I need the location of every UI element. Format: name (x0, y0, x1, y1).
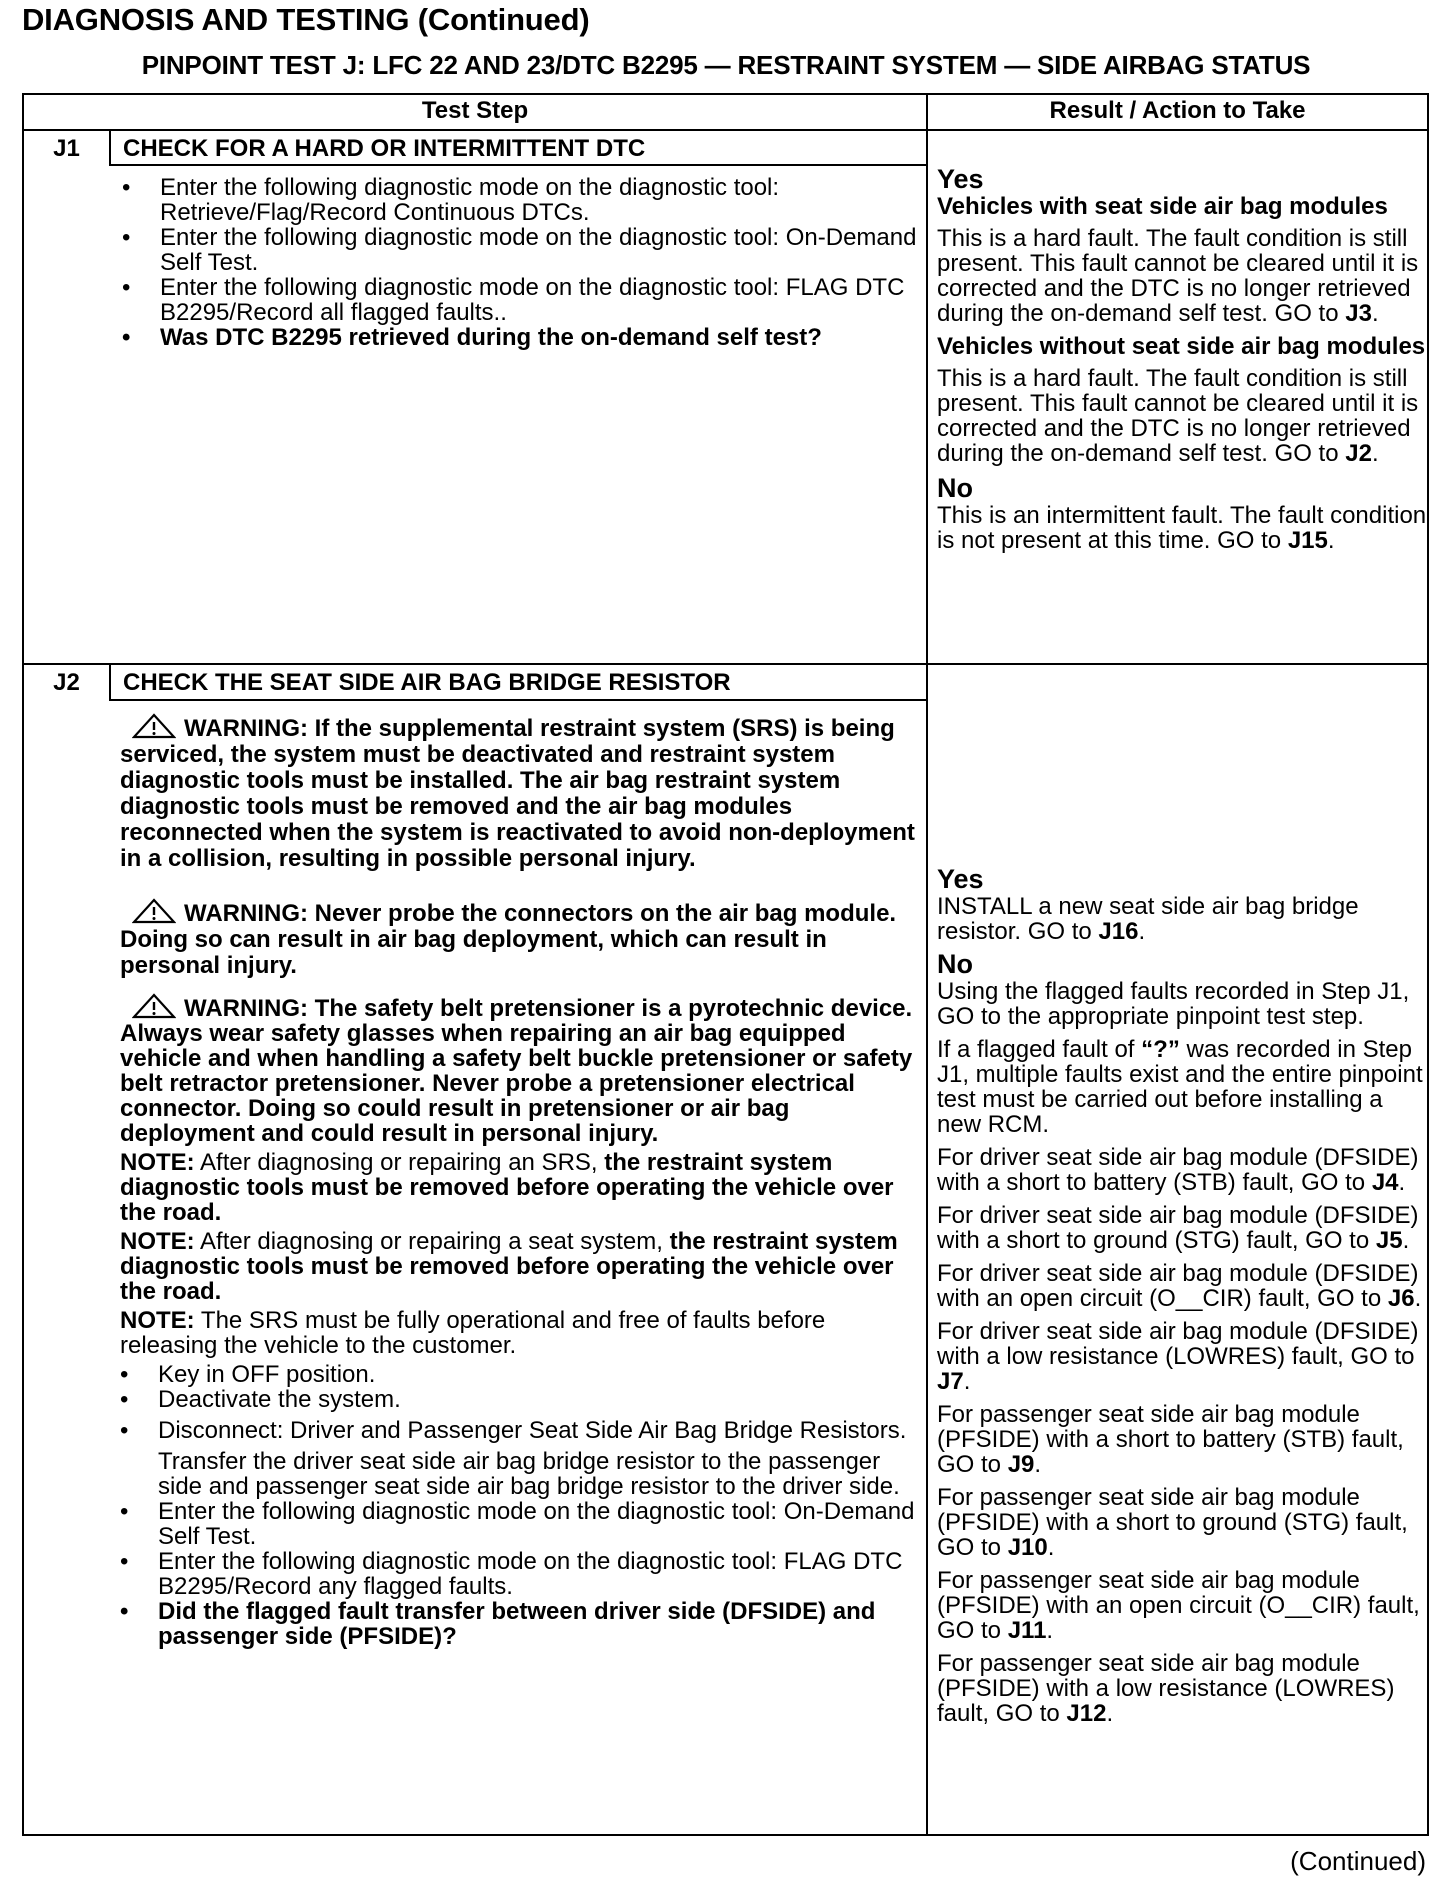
j1-yes-label: Yes (937, 164, 984, 194)
warning-triangle-icon (132, 993, 176, 1019)
j2-step-item: • Deactivate the system. (120, 1387, 920, 1412)
j1-step-number: J1 (53, 135, 80, 162)
j1-step-item: • Enter the following diagnostic mode on the diagnostic tool: Retrieve/Flag/Record Continuous DTCs. (122, 175, 922, 225)
fault-route-item: For driver seat side air bag module (DFSIDE) with an open circuit (O__CIR) fault, GO to J6. (937, 1260, 1422, 1312)
j1-step-item: • Enter the following diagnostic mode on the diagnostic tool: FLAG DTC B2295/Record all flagged faults.. (122, 275, 922, 325)
j2-procedure (120, 713, 920, 1649)
page-title: DIAGNOSIS AND TESTING (Continued) (22, 2, 590, 37)
j1-with-modules-heading: Vehicles with seat side air bag modules (937, 193, 1388, 220)
j2-note-release: NOTE: The SRS must be fully operational and free of faults before releasing the vehicle to the customer. (120, 1307, 826, 1359)
goto-j2: J2 (1345, 440, 1372, 467)
j2-warning-probe: WARNING: Never probe the connectors on the air bag module. Doing so can result in air bag deployment, which can result in personal injury. (120, 900, 897, 979)
fault-route-item: For passenger seat side air bag module (PFSIDE) with an open circuit (O__CIR) fault, GO to J11. (937, 1567, 1420, 1644)
fault-route-item: For passenger seat side air bag module (PFSIDE) with a short to ground (STG) fault, GO to J10. (937, 1484, 1408, 1561)
continued-label: (Continued) (1290, 1846, 1426, 1876)
fault-route-item: For driver seat side air bag module (DFSIDE) with a low resistance (LOWRES) fault, GO to J7. (937, 1318, 1419, 1395)
j2-step-item: • Disconnect: Driver and Passenger Seat Side Air Bag Bridge Resistors. (120, 1418, 920, 1443)
j2-warning-srs: WARNING: If the supplemental restraint system (SRS) is being serviced, the system must be deactivated and restraint system diagnostic tools must be installed. The air bag restraint system diagnostic tools must be removed and the air bag modules reconnected when the system is reactivated to avoid non-deployment in a collision, resulting in possible personal injury. (120, 715, 915, 872)
j2-step-item: • Enter the following diagnostic mode on the diagnostic tool: On-Demand Self Test. (120, 1499, 920, 1549)
fault-route-item: For driver seat side air bag module (DFSIDE) with a short to battery (STB) fault, GO to J4. (937, 1144, 1419, 1196)
j2-title-rule (109, 699, 926, 701)
j1-step-item: • Enter the following diagnostic mode on the diagnostic tool: On-Demand Self Test. (122, 225, 922, 275)
j2-yes-label: Yes (937, 864, 984, 894)
j1-results (937, 165, 1427, 553)
j1-with-modules-text: This is a hard fault. The fault condition is still present. This fault cannot be cleared until it is corrected and the DTC is no longer retrieved during the on-demand self test. GO to J3. (937, 225, 1419, 327)
pinpoint-test-title: PINPOINT TEST J: LFC 22 AND 23/DTC B2295 — RESTRAINT SYSTEM — SIDE AIRBAG STATUS (141, 50, 1311, 80)
j1-without-modules-heading: Vehicles without seat side air bag modules (937, 333, 1426, 360)
j2-note-srs: NOTE: After diagnosing or repairing an SRS, the restraint system diagnostic tools must be removed before operating the vehicle over the road. (120, 1149, 894, 1226)
fault-route-item: For passenger seat side air bag module (PFSIDE) with a low resistance (LOWRES) fault, GO to J12. (937, 1650, 1395, 1727)
j1-title-rule (109, 164, 926, 166)
pinpoint-test-table (22, 93, 1429, 1836)
j2-step-title: CHECK THE SEAT SIDE AIR BAG BRIDGE RESISTOR (123, 669, 731, 696)
fault-route-item: For passenger seat side air bag module (PFSIDE) with a short to battery (STB) fault, GO to J9. (937, 1401, 1404, 1478)
j2-transfer-instruction: Transfer the driver seat side air bag bridge resistor to the passenger side and passenger seat side air bag bridge resistor to the driver side. (158, 1448, 900, 1500)
goto-j3: J3 (1345, 300, 1372, 327)
goto-j16: J16 (1098, 918, 1139, 945)
j2-results (937, 865, 1427, 1734)
j2-no-text: Using the flagged faults recorded in Step J1, GO to the appropriate pinpoint test step. (937, 978, 1410, 1030)
j1-question: • Was DTC B2295 retrieved during the on-demand self test? (122, 325, 922, 350)
column-header-test-step: Test Step (421, 97, 529, 124)
j1-no-text: This is an intermittent fault. The fault condition is not present at this time. GO to J15. (937, 502, 1427, 554)
j2-note-seat: NOTE: After diagnosing or repairing a seat system, the restraint system diagnostic tools must be removed before operating the vehicle over the road. (120, 1228, 898, 1305)
j1-procedure (122, 175, 922, 350)
j2-multiple-faults-note: If a flagged fault of “?” was recorded in Step J1, multiple faults exist and the entire pinpoint test must be carried out before installing a new RCM. (937, 1036, 1423, 1138)
column-divider (926, 95, 928, 1834)
j2-step-item: • Key in OFF position. (120, 1362, 920, 1387)
j2-step-number: J2 (53, 669, 80, 696)
j1-no-label: No (937, 473, 973, 503)
column-header-result: Result / Action to Take (1049, 97, 1306, 124)
j2-no-label: No (937, 949, 973, 979)
j2-question: • Did the flagged fault transfer between driver side (DFSIDE) and passenger side (PFSIDE)? (120, 1599, 920, 1649)
warning-triangle-icon (132, 898, 176, 924)
j2-warning-pretensioner: WARNING: The safety belt pretensioner is a pyrotechnic device. Always wear safety glasses when repairing an air bag equipped vehicle and when handling a safety belt buckle pretensioner or safety belt retractor pretensioner. Never probe a pretensioner electrical connector. Doing so could result in pretensioner or air bag deployment and could result in personal injury. (120, 995, 913, 1147)
j1-without-modules-text: This is a hard fault. The fault condition is still present. This fault cannot be cleared until it is corrected and the DTC is no longer retrieved during the on-demand self test. GO to J2. (937, 365, 1419, 467)
fault-route-item: For driver seat side air bag module (DFSIDE) with a short to ground (STG) fault, GO to J5. (937, 1202, 1419, 1254)
j2-step-item: • Enter the following diagnostic mode on the diagnostic tool: FLAG DTC B2295/Record any flagged faults. (120, 1549, 920, 1599)
j1-step-title: CHECK FOR A HARD OR INTERMITTENT DTC (123, 135, 646, 162)
j2-yes-text: INSTALL a new seat side air bag bridge resistor. GO to J16. (937, 893, 1359, 945)
warning-triangle-icon (132, 713, 176, 739)
goto-j15: J15 (1287, 527, 1328, 554)
